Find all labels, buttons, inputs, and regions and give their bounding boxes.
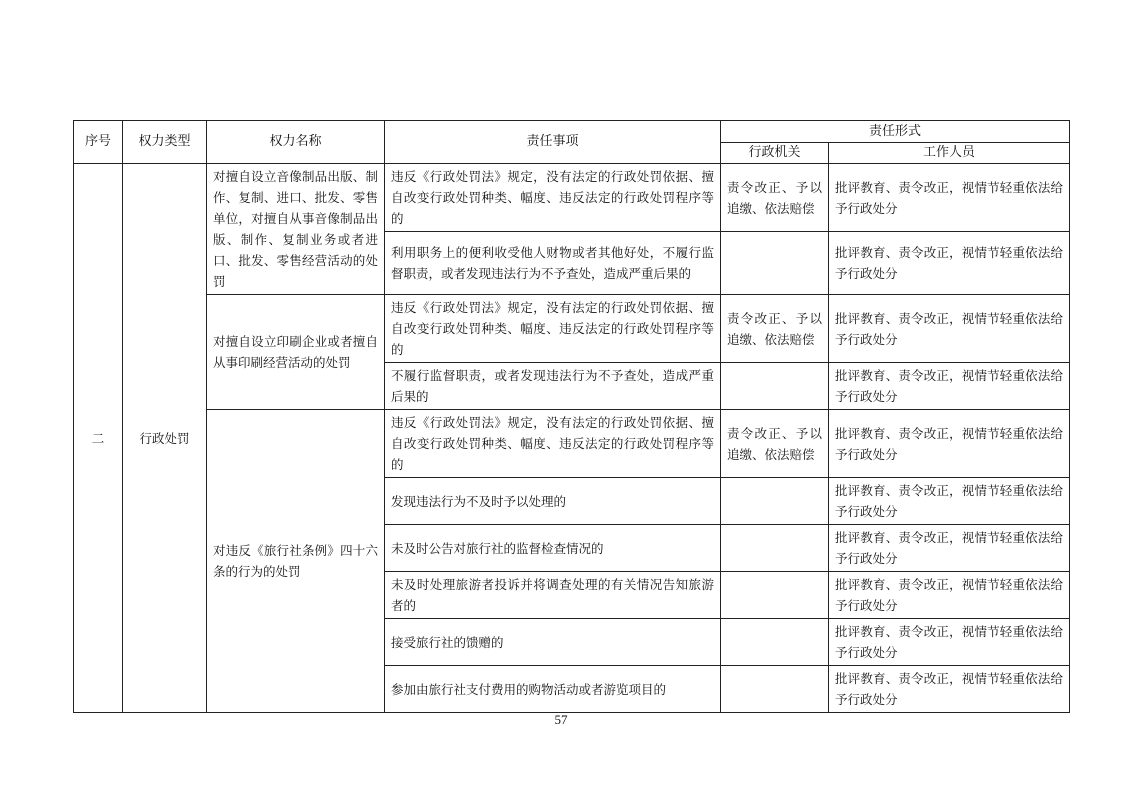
power-name-cell: 对违反《旅行社条例》四十六条的行为的处罚 — [207, 410, 385, 713]
duty-cell: 利用职务上的便利收受他人财物或者其他好处，不履行监督职责，或者发现违法行为不予查处，造成严重后果的 — [385, 232, 721, 295]
duty-cell: 不履行监督职责，或者发现违法行为不予查处，造成严重后果的 — [385, 363, 721, 410]
duty-cell: 接受旅行社的馈赠的 — [385, 619, 721, 666]
header-agency: 行政机关 — [721, 143, 829, 164]
header-responsibility-form: 责任形式 — [721, 121, 1070, 143]
staff-cell: 批评教育、责令改正，视情节轻重依法给予行政处分 — [829, 410, 1070, 478]
duty-cell: 发现违法行为不及时予以处理的 — [385, 478, 721, 525]
agency-cell: 责令改正、予以追缴、依法赔偿 — [721, 410, 829, 478]
staff-cell: 批评教育、责令改正，视情节轻重依法给予行政处分 — [829, 525, 1070, 572]
staff-cell: 批评教育、责令改正，视情节轻重依法给予行政处分 — [829, 164, 1070, 232]
staff-cell: 批评教育、责令改正，视情节轻重依法给予行政处分 — [829, 363, 1070, 410]
agency-cell — [721, 525, 829, 572]
power-name-cell: 对擅自设立音像制品出版、制作、复制、进口、批发、零售单位，对擅自从事音像制品出版、制作、复制业务或者进口、批发、零售经营活动的处罚 — [207, 164, 385, 295]
staff-cell: 批评教育、责令改正，视情节轻重依法给予行政处分 — [829, 478, 1070, 525]
power-type-cell: 行政处罚 — [123, 164, 207, 713]
duty-cell: 违反《行政处罚法》规定，没有法定的行政处罚依据、擅自改变行政处罚种类、幅度、违反法定的行政处罚程序等的 — [385, 410, 721, 478]
header-duty: 责任事项 — [385, 121, 721, 164]
table-row — [74, 164, 1070, 232]
staff-cell: 批评教育、责令改正，视情节轻重依法给予行政处分 — [829, 572, 1070, 619]
duty-cell: 未及时处理旅游者投诉并将调查处理的有关情况告知旅游者的 — [385, 572, 721, 619]
duty-cell: 参加由旅行社支付费用的购物活动或者游览项目的 — [385, 666, 721, 713]
staff-cell: 批评教育、责令改正，视情节轻重依法给予行政处分 — [829, 232, 1070, 295]
table-row — [74, 410, 1070, 478]
agency-cell: 责令改正、予以追缴、依法赔偿 — [721, 295, 829, 363]
header-power-name: 权力名称 — [207, 121, 385, 164]
header-seq: 序号 — [74, 121, 123, 164]
agency-cell — [721, 232, 829, 295]
responsibility-table — [73, 120, 1070, 713]
header-power-type: 权力类型 — [123, 121, 207, 164]
agency-cell — [721, 363, 829, 410]
page-number: 57 — [554, 712, 568, 727]
power-name-cell: 对擅自设立印刷企业或者擅自从事印刷经营活动的处罚 — [207, 295, 385, 410]
agency-cell — [721, 478, 829, 525]
agency-cell — [721, 666, 829, 713]
staff-cell: 批评教育、责令改正，视情节轻重依法给予行政处分 — [829, 619, 1070, 666]
agency-cell — [721, 572, 829, 619]
duty-cell: 违反《行政处罚法》规定，没有法定的行政处罚依据、擅自改变行政处罚种类、幅度、违反法定的行政处罚程序等的 — [385, 164, 721, 232]
header-staff: 工作人员 — [829, 143, 1070, 164]
staff-cell: 批评教育、责令改正，视情节轻重依法给予行政处分 — [829, 295, 1070, 363]
seq-cell: 二 — [74, 164, 123, 713]
agency-cell — [721, 619, 829, 666]
table-row — [74, 295, 1070, 363]
duty-cell: 违反《行政处罚法》规定，没有法定的行政处罚依据、擅自改变行政处罚种类、幅度、违反法定的行政处罚程序等的 — [385, 295, 721, 363]
duty-cell: 未及时公告对旅行社的监督检查情况的 — [385, 525, 721, 572]
staff-cell: 批评教育、责令改正，视情节轻重依法给予行政处分 — [829, 666, 1070, 713]
agency-cell: 责令改正、予以追缴、依法赔偿 — [721, 164, 829, 232]
